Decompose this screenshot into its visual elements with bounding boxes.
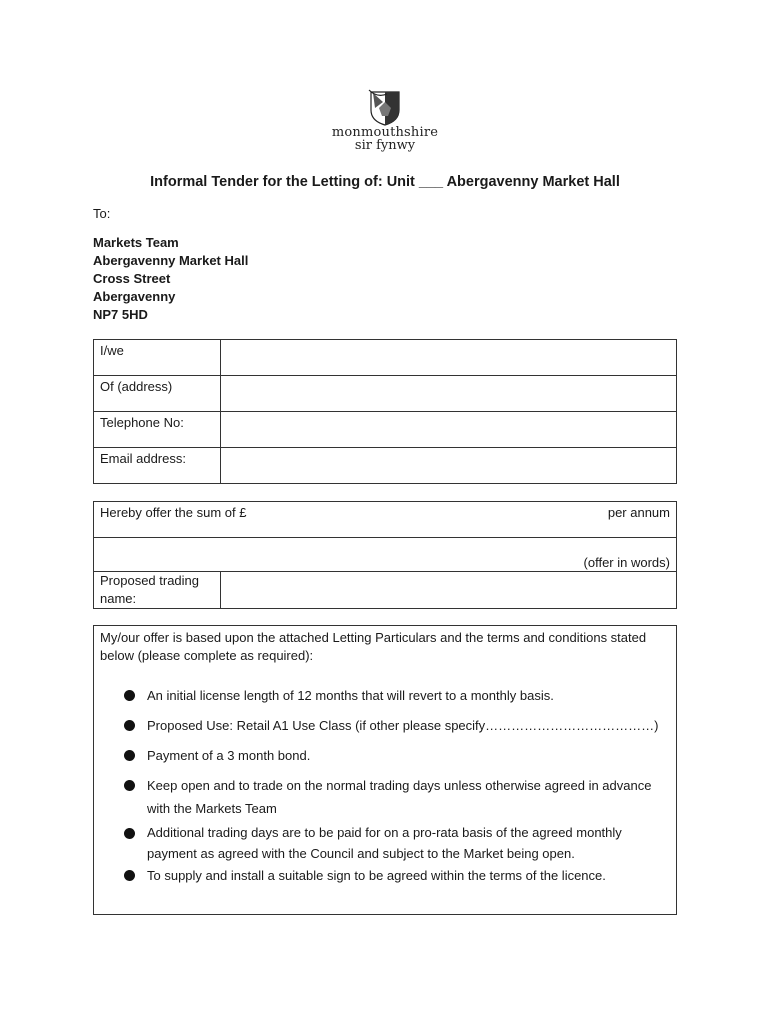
bullet-icon [124,750,135,761]
logo-line-welsh: sir fynwy [354,138,416,153]
applicant-row-email [94,448,677,484]
address-line: NP7 5HD [93,307,148,322]
condition-text: An initial license length of 12 months that will revert to a monthly basis. [147,688,554,703]
telephone-field[interactable] [221,412,677,448]
conditions-box [93,625,677,915]
email-label: Email address: [94,448,221,484]
applicant-row-address [94,376,677,412]
bullet-icon [124,828,135,839]
condition-item [124,822,664,864]
bullet-icon [124,870,135,881]
council-logo [324,88,446,152]
offer-words-field[interactable] [94,538,677,572]
condition-text: Payment of a 3 month bond. [147,748,311,763]
condition-item [124,864,664,887]
name-label: I/we [94,340,221,376]
condition-text: To supply and install a suitable sign to be agreed within the terms of the licence. [147,868,606,883]
council-crest-icon [365,88,405,126]
condition-text: Proposed Use: Retail A1 Use Class (if other please specify…………………………………) [147,718,659,733]
applicant-row-telephone [94,412,677,448]
condition-item [124,774,664,820]
telephone-label: Telephone No: [94,412,221,448]
offer-sum-label: Hereby offer the sum of £ [100,505,247,520]
document-title: Informal Tender for the Letting of: Unit ___ Abergavenny Market Hall [150,174,620,190]
recipient-address [93,234,248,324]
address-field[interactable] [221,376,677,412]
bullet-icon [124,690,135,701]
applicant-details-table [93,339,677,484]
condition-item [124,684,664,707]
trading-name-label: Proposed trading name: [94,572,221,609]
address-line: Abergavenny [93,289,176,304]
offer-sum-field[interactable] [94,502,677,538]
address-line: Cross Street [93,271,171,286]
offer-sum-row [94,502,677,538]
logo-line-english: monmouthshire [331,125,439,140]
offer-table [93,501,677,609]
bullet-icon [124,780,135,791]
address-line: Markets Team [93,235,179,250]
address-line: Abergavenny Market Hall [93,253,249,268]
email-field[interactable] [221,448,677,484]
condition-text: Additional trading days are to be paid for on a pro-rata basis of the agreed monthly payment as agreed with the Council and subject to the Market being open. [147,825,622,861]
address-label: Of (address) [94,376,221,412]
applicant-row-name [94,340,677,376]
conditions-list [124,684,664,887]
per-annum-label: per annum [607,505,670,520]
trading-name-row [94,572,677,609]
bullet-icon [124,720,135,731]
conditions-intro: My/our offer is based upon the attached Letting Particulars and the terms and conditions stated below (please complete as required): [100,630,647,663]
condition-item [124,744,664,767]
trading-name-field[interactable] [221,572,677,609]
condition-text: Keep open and to trade on the normal trading days unless otherwise agreed in advance with the Markets Team [147,778,652,816]
condition-item [124,714,664,737]
offer-words-row [94,538,677,572]
offer-in-words-label: (offer in words) [583,555,670,570]
name-field[interactable] [221,340,677,376]
to-label: To: [93,206,111,221]
